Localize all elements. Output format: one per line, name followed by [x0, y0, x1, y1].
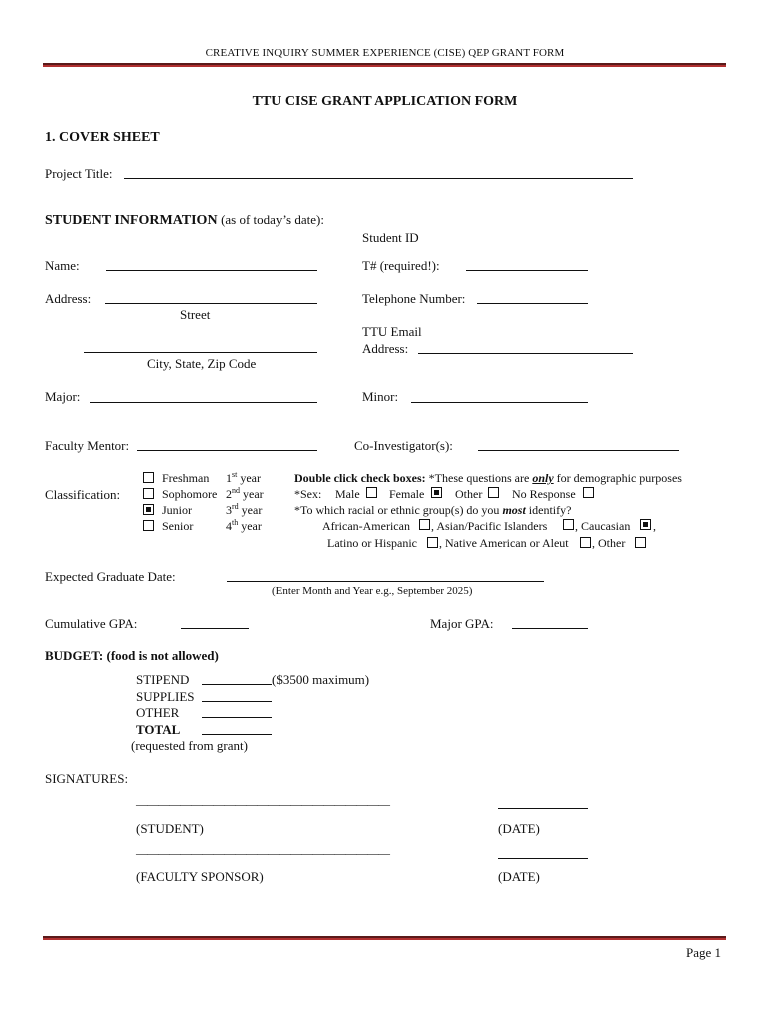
- grad-date-label: Expected Graduate Date:: [45, 569, 176, 584]
- header-rule-red: [43, 65, 726, 67]
- faculty-signature-line[interactable]: ———————————————————————: [136, 846, 389, 860]
- sex-checkbox-male[interactable]: [366, 487, 377, 498]
- total-label: TOTAL: [136, 722, 181, 737]
- classification-year-sophomore: 2nd year: [226, 486, 264, 501]
- classification-checkbox-senior[interactable]: [143, 520, 154, 531]
- form-title: TTU CISE GRANT APPLICATION FORM: [252, 94, 518, 109]
- race-checkbox-caucasian[interactable]: [640, 519, 651, 530]
- grad-date-hint: (Enter Month and Year e.g., September 2025): [272, 585, 473, 597]
- race-checkbox-native[interactable]: [580, 537, 591, 548]
- tnum-field[interactable]: [466, 270, 588, 271]
- student-date-label: (DATE): [498, 821, 540, 836]
- classification-label: Classification:: [45, 487, 121, 502]
- project-title-field[interactable]: [124, 178, 633, 179]
- classification-option-freshman: Freshman: [162, 471, 210, 485]
- street-field[interactable]: [105, 303, 317, 304]
- minor-label: Minor:: [362, 389, 399, 404]
- classification-option-sophomore: Sophomore: [162, 487, 218, 501]
- race-option-caucasian: , Caucasian: [575, 519, 631, 533]
- faculty-date-field[interactable]: [498, 858, 588, 859]
- sex-checkbox-female[interactable]: [431, 487, 442, 498]
- classification-checkbox-sophomore[interactable]: [143, 488, 154, 499]
- sex-label: *Sex:: [294, 487, 322, 501]
- student-info-heading-row: [45, 212, 324, 229]
- stipend-note: ($3500 maximum): [272, 672, 370, 687]
- race-option-african-american: African-American: [322, 519, 410, 533]
- coinvestigator-field[interactable]: [478, 450, 679, 451]
- classification-option-senior: Senior: [162, 519, 194, 533]
- phone-field[interactable]: [477, 303, 588, 304]
- cumulative-gpa-label: Cumulative GPA:: [45, 616, 138, 631]
- student-id-label: Student ID: [362, 230, 419, 245]
- other-label: OTHER: [136, 705, 180, 720]
- faculty-mentor-label: Faculty Mentor:: [45, 438, 130, 453]
- city-state-zip-label: City, State, Zip Code: [147, 356, 257, 371]
- footer-rule-red: [43, 938, 726, 940]
- sex-checkbox-other[interactable]: [488, 487, 499, 498]
- requested-note: (requested from grant): [131, 738, 248, 753]
- name-label: Name:: [45, 258, 80, 273]
- stipend-label: STIPEND: [136, 672, 190, 687]
- grad-date-field[interactable]: [227, 581, 544, 582]
- email-label-line2: Address:: [362, 341, 409, 356]
- faculty-signature-label: (FACULTY SPONSOR): [136, 869, 264, 884]
- email-field[interactable]: [418, 353, 633, 354]
- page-number: Page 1: [686, 945, 722, 960]
- total-field[interactable]: [202, 734, 272, 735]
- stipend-field[interactable]: [202, 684, 272, 685]
- student-info-heading: STUDENT INFORMATION: [45, 213, 218, 228]
- cumulative-gpa-field[interactable]: [181, 628, 249, 629]
- sex-option-other: Other: [455, 487, 483, 501]
- demographics-intro: Double click check boxes: *These questions are only for demographic purposes: [294, 471, 682, 485]
- classification-year-freshman: 1st year: [226, 470, 261, 485]
- race-option-other: , Other: [592, 536, 626, 550]
- classification-year-senior: 4th year: [226, 518, 262, 533]
- race-question: *To which racial or ethnic group(s) do you most identify?: [294, 503, 572, 517]
- supplies-label: SUPPLIES: [136, 689, 195, 704]
- student-signature-line[interactable]: ———————————————————————: [136, 797, 389, 811]
- faculty-date-label: (DATE): [498, 869, 540, 884]
- phone-label: Telephone Number:: [362, 291, 466, 306]
- street-label: Street: [180, 307, 211, 322]
- classification-checkbox-junior[interactable]: [143, 504, 154, 515]
- major-gpa-label: Major GPA:: [430, 616, 494, 631]
- coinvestigator-label: Co-Investigator(s):: [354, 438, 453, 453]
- budget-heading: BUDGET: (food is not allowed): [45, 648, 219, 663]
- classification-checkbox-freshman[interactable]: [143, 472, 154, 483]
- email-label-line1: TTU Email: [362, 324, 422, 339]
- faculty-mentor-field[interactable]: [137, 450, 317, 451]
- student-signature-label: (STUDENT): [136, 821, 204, 836]
- race-option-latino: Latino or Hispanic: [327, 536, 417, 550]
- race-checkbox-asian[interactable]: [563, 519, 574, 530]
- signatures-heading: SIGNATURES:: [45, 771, 129, 786]
- sex-checkbox-no-response[interactable]: [583, 487, 594, 498]
- student-date-field[interactable]: [498, 808, 588, 809]
- sex-option-male: Male: [335, 487, 360, 501]
- classification-option-junior: Junior: [162, 503, 192, 517]
- major-gpa-field[interactable]: [512, 628, 588, 629]
- name-field[interactable]: [106, 270, 317, 271]
- student-info-note: (as of today’s date):: [221, 212, 324, 227]
- sex-option-female: Female: [389, 487, 425, 501]
- classification-year-junior: 3rd year: [226, 502, 263, 517]
- tnum-label: T# (required!):: [362, 258, 440, 273]
- major-label: Major:: [45, 389, 81, 404]
- race-comma: ,: [653, 519, 656, 533]
- running-header: CREATIVE INQUIRY SUMMER EXPERIENCE (CISE) QEP GRANT FORM: [205, 47, 565, 59]
- cover-sheet-heading: 1. COVER SHEET: [45, 130, 160, 145]
- other-field[interactable]: [202, 717, 272, 718]
- race-checkbox-african-american[interactable]: [419, 519, 430, 530]
- race-option-asian: , Asian/Pacific Islanders: [431, 519, 548, 533]
- minor-field[interactable]: [411, 402, 588, 403]
- race-checkbox-latino[interactable]: [427, 537, 438, 548]
- project-title-label: Project Title:: [45, 166, 113, 181]
- city-state-zip-field[interactable]: [84, 352, 317, 353]
- address-label: Address:: [45, 291, 92, 306]
- race-option-native: , Native American or Aleut: [439, 536, 569, 550]
- race-checkbox-other[interactable]: [635, 537, 646, 548]
- major-field[interactable]: [90, 402, 317, 403]
- supplies-field[interactable]: [202, 701, 272, 702]
- sex-option-no-response: No Response: [512, 487, 576, 501]
